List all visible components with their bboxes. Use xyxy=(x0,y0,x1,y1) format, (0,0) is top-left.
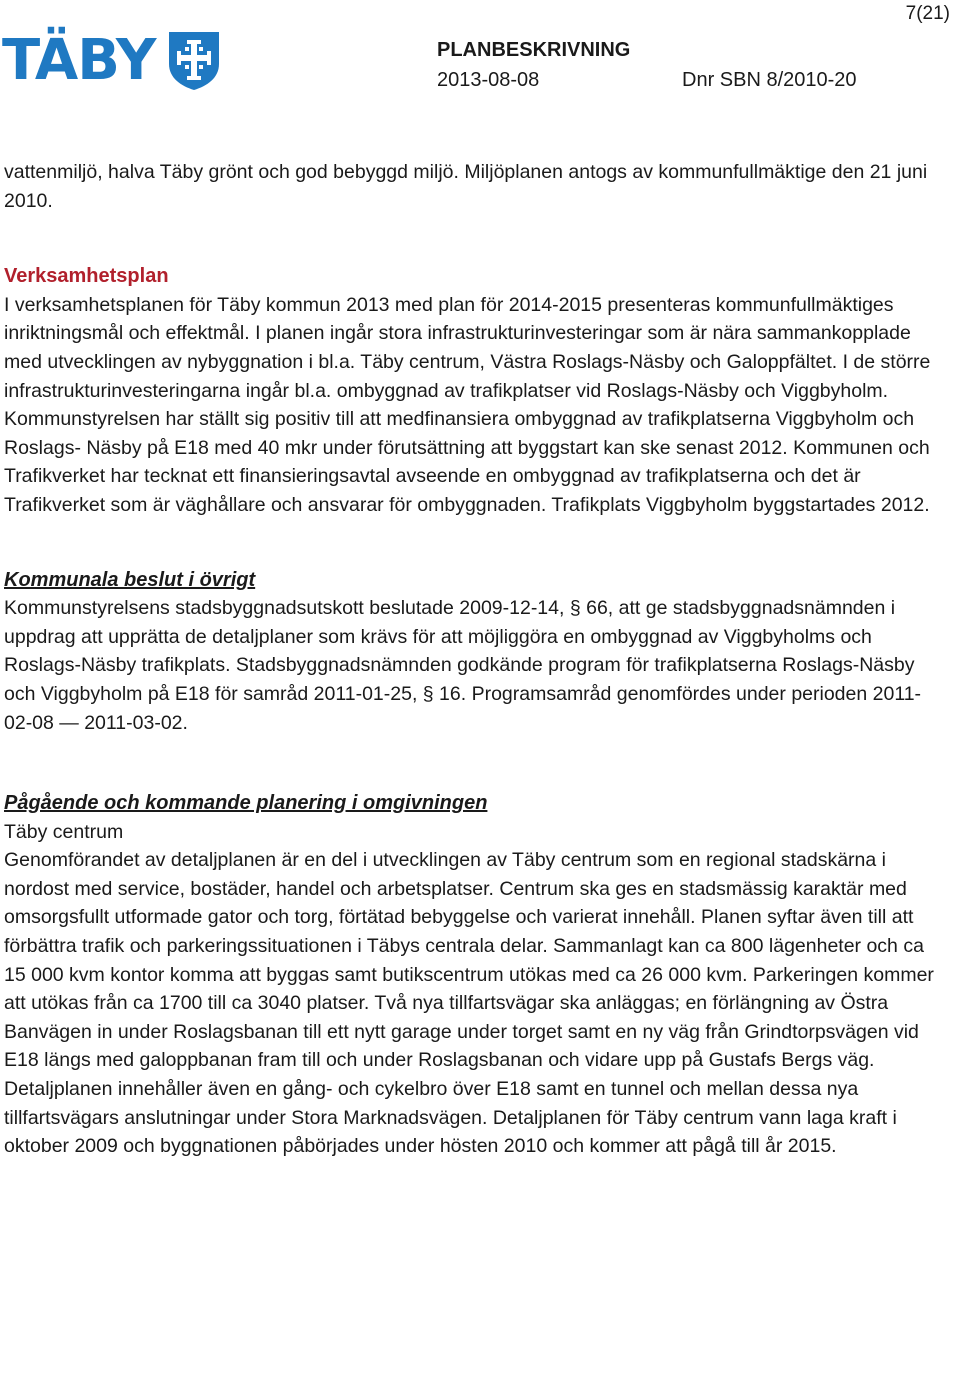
document-date: 2013-08-08 xyxy=(437,69,540,91)
kommunala-beslut-paragraph: Kommunstyrelsens stadsbyggnadsutskott beslutade 2009-12-14, § 66, att ge stadsbyggnadsnämnden i uppdrag att upprätta de detaljplaner som krävs för att möjliggöra en ombyggnad av Viggbyholms och Roslags-Näsby trafikplats. Stadsbyggnadsnämnden godkände program för trafikplatserna Roslags-Näsby och Viggbyholm på E18 för samråd 2011-01-25, § 16. Programsamråd genomfördes under perioden 2011-02-08 — 2011-03-02. xyxy=(4,597,922,734)
document-body xyxy=(4,158,944,1161)
taby-shield-icon xyxy=(167,30,221,92)
subheading-taby-centrum: Täby centrum xyxy=(4,820,124,843)
pagaende-planering-paragraph: Genomförandet av detaljplanen är en del i utvecklingen av Täby centrum som en regional stadskärna i nordost med service, bostäder, handel och arbetsplatser. Centrum ska ges en stadsmässig karaktär med omsorgsfullt utformade gator och torg, förtätad bebyggelse och varierat innehåll. Planen syftar även till att förbättra trafik och parkeringssituationen i Täbys centrala delar. Sammanlagt kan ca 800 lägenheter och ca 15 000 kvm kontor komma att byggas samt butikscentrum utökas med ca 26 000 kvm. Parkeringen kommer att utökas från ca 1700 till ca 3040 platser. Två nya tillfartsvägar ska anläggas; en förlängning av Östra Banvägen in under Roslagsbanan till ett nytt garage under torget samt en ny väg från Grindtorpsvägen vid E18 längs med galoppbanan fram till och under Roslagsbanan och vidare upp på Gustafs Bergs väg. Detaljplanen innehåller även en gång- och cykelbro över E18 samt en tunnel och mellan dessa nya tillfartsvägars anslutningar under Stora Marknadsvägen. Detaljplanen för Täby centrum vann laga kraft i oktober 2009 och byggnationen påbörjades under hösten 2010 och kommer att pågå till år 2015. xyxy=(4,849,934,1158)
document-title: PLANBESKRIVNING xyxy=(437,39,631,61)
logo-wordmark: TÄBY xyxy=(2,28,156,93)
section-heading-pagaende-planering: Pågående och kommande planering i omgivningen xyxy=(4,792,488,815)
verksamhetsplan-paragraph: I verksamhetsplanen för Täby kommun 2013 med plan för 2014-2015 presenteras kommunfullmäktiges inriktningsmål och effektmål. I planen ingår stora infrastrukturinvesteringar som är nära sammankopplade med utvecklingen av nybyggnation i bl.a. Täby centrum, Västra Roslags-Näsby och Galoppfältet. I de större infrastrukturinvesteringarna ingår bl.a. ombyggnad av trafikplatser vid Roslags-Näsby och Viggbyholm. Kommunstyrelsen har ställt sig positiv till att medfinansiera ombyggnad av trafikplatserna Viggbyholm och Roslags- Näsby på E18 med 40 mkr under förutsättning att byggstart kan ske senast 2012. Kommunen och Trafikverket har tecknat ett finansieringsavtal avseende en ombyggnad av trafikplatserna och det är Trafikverket som är väghållare och ansvarar för ombyggnaden. Trafikplats Viggbyholm byggstartades 2012. xyxy=(4,293,931,516)
taby-logo xyxy=(2,28,221,94)
document-reference-number: Dnr SBN 8/2010-20 xyxy=(682,69,857,91)
section-heading-kommunala-beslut: Kommunala beslut i övrigt xyxy=(4,568,256,591)
section-heading-verksamhetsplan: Verksamhetsplan xyxy=(4,265,169,288)
intro-paragraph: vattenmiljö, halva Täby grönt och god bebyggd miljö. Miljöplanen antogs av kommunfullmäktige den 21 juni 2010. xyxy=(4,161,928,212)
page-number: 7(21) xyxy=(905,3,950,24)
